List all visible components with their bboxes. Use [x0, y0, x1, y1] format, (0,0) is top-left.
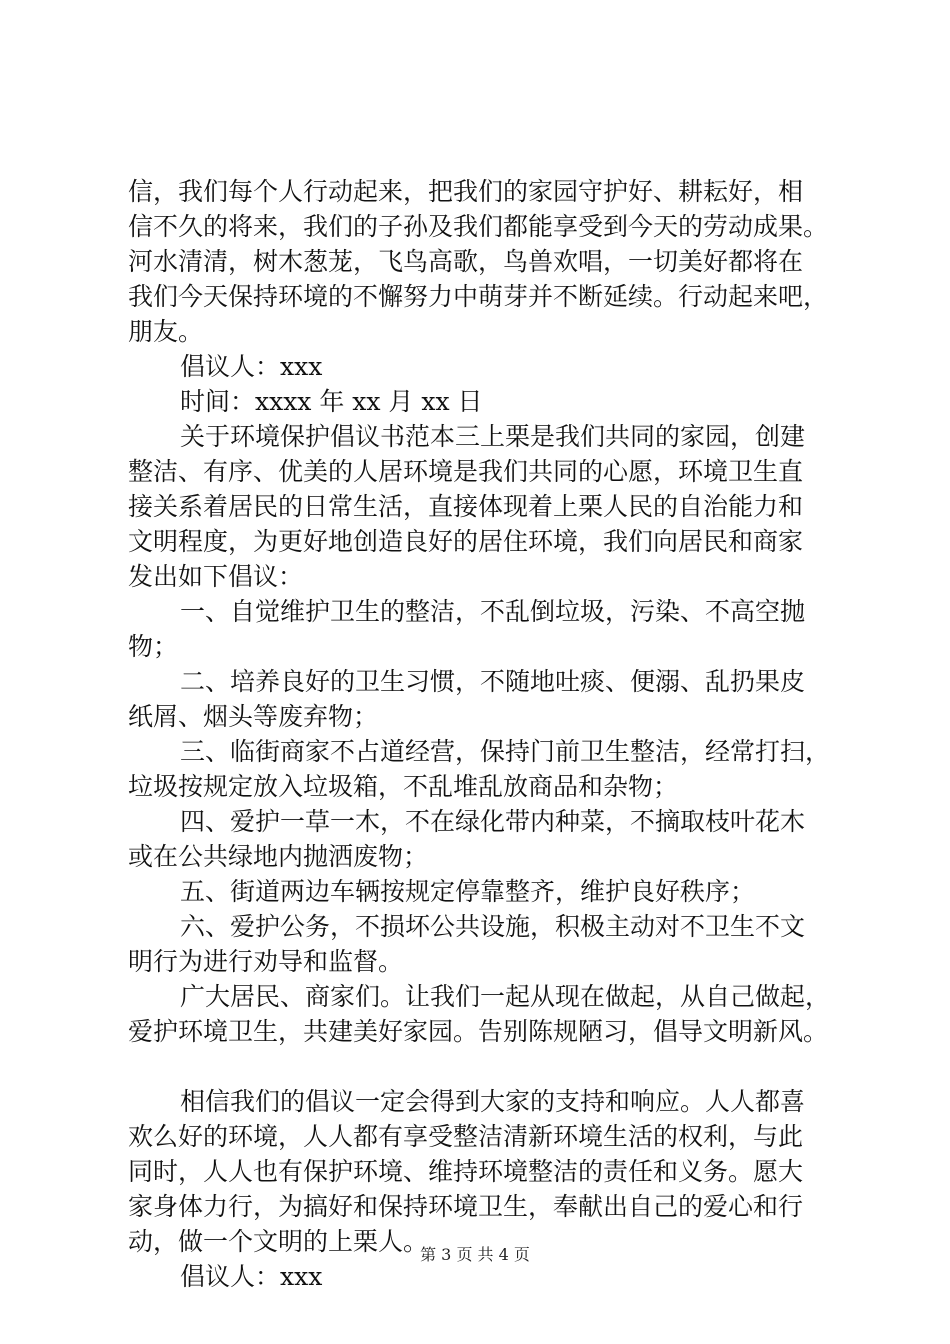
- text-line: 朋友。: [128, 317, 204, 346]
- proposal-item-2: 二、培养良好的卫生习惯，不随地吐痰、便溺、乱扔果皮: [180, 667, 806, 696]
- blank-line: [128, 1049, 838, 1084]
- initiator-line: 倡议人：xxx: [180, 352, 323, 381]
- text-line: 欢么好的环境，人人都有享受整洁清新环境生活的权利，与此: [128, 1122, 804, 1151]
- text-line: 动，做一个文明的上栗人。: [128, 1227, 429, 1256]
- text-line: 广大居民、商家们。让我们一起从现在做起，从自己做起，: [180, 982, 831, 1011]
- text-line: 纸屑、烟头等废弃物；: [128, 702, 379, 731]
- proposal-item-3: 三、临街商家不占道经营，保持门前卫生整洁，经常打扫，: [180, 737, 831, 766]
- page-number-footer: 第 3 页 共 4 页: [420, 1245, 530, 1264]
- text-line: 信不久的将来，我们的子孙及我们都能享受到今天的劳动成果。: [128, 212, 829, 241]
- text-line: 文明程度，为更好地创造良好的居住环境，我们向居民和商家: [128, 527, 804, 556]
- text-line: 整洁、有序、优美的人居环境是我们共同的心愿，环境卫生直: [128, 457, 804, 486]
- proposal-item-1: 一、自觉维护卫生的整洁，不乱倒垃圾，污染、不高空抛: [180, 597, 806, 626]
- proposal-item-5: 五、街道两边车辆按规定停靠整齐，维护良好秩序；: [180, 877, 756, 906]
- text-line: 信，我们每个人行动起来，把我们的家园守护好、耕耘好，相: [128, 177, 804, 206]
- text-line: 我们今天保持环境的不懈努力中萌芽并不断延续。行动起来吧，: [128, 282, 829, 311]
- text-line: 爱护环境卫生，共建美好家园。告别陈规陋习，倡导文明新风。: [128, 1017, 829, 1046]
- text-line: 发出如下倡议：: [128, 562, 304, 591]
- proposal-item-4: 四、爱护一草一木，不在绿化带内种菜，不摘取枝叶花木: [180, 807, 806, 836]
- text-line: 物；: [128, 632, 179, 661]
- text-line: 接关系着居民的日常生活，直接体现着上栗人民的自治能力和: [128, 492, 804, 521]
- text-line: 同时，人人也有保护环境、维持环境整洁的责任和义务。愿大: [128, 1157, 804, 1186]
- proposal-item-6: 六、爱护公务，不损坏公共设施，积极主动对不卫生不文: [180, 912, 806, 941]
- text-line: 家身体力行，为搞好和保持环境卫生，奉献出自己的爱心和行: [128, 1192, 804, 1221]
- text-line: 垃圾按规定放入垃圾箱，不乱堆乱放商品和杂物；: [128, 772, 679, 801]
- text-line: 河水清清，树木葱茏，飞鸟高歌，鸟兽欢唱，一切美好都将在: [128, 247, 804, 276]
- text-line: 或在公共绿地内抛洒废物；: [128, 842, 429, 871]
- text-line: 明行为进行劝导和监督。: [128, 947, 404, 976]
- section-title-line: 关于环境保护倡议书范本三上栗是我们共同的家园，创建: [180, 422, 806, 451]
- initiator-line: 倡议人：xxx: [180, 1262, 323, 1291]
- text-line: 相信我们的倡议一定会得到大家的支持和响应。人人都喜: [180, 1087, 806, 1116]
- date-line: 时间：xxxx 年 xx 月 xx 日: [180, 387, 483, 416]
- document-body: [128, 174, 838, 1294]
